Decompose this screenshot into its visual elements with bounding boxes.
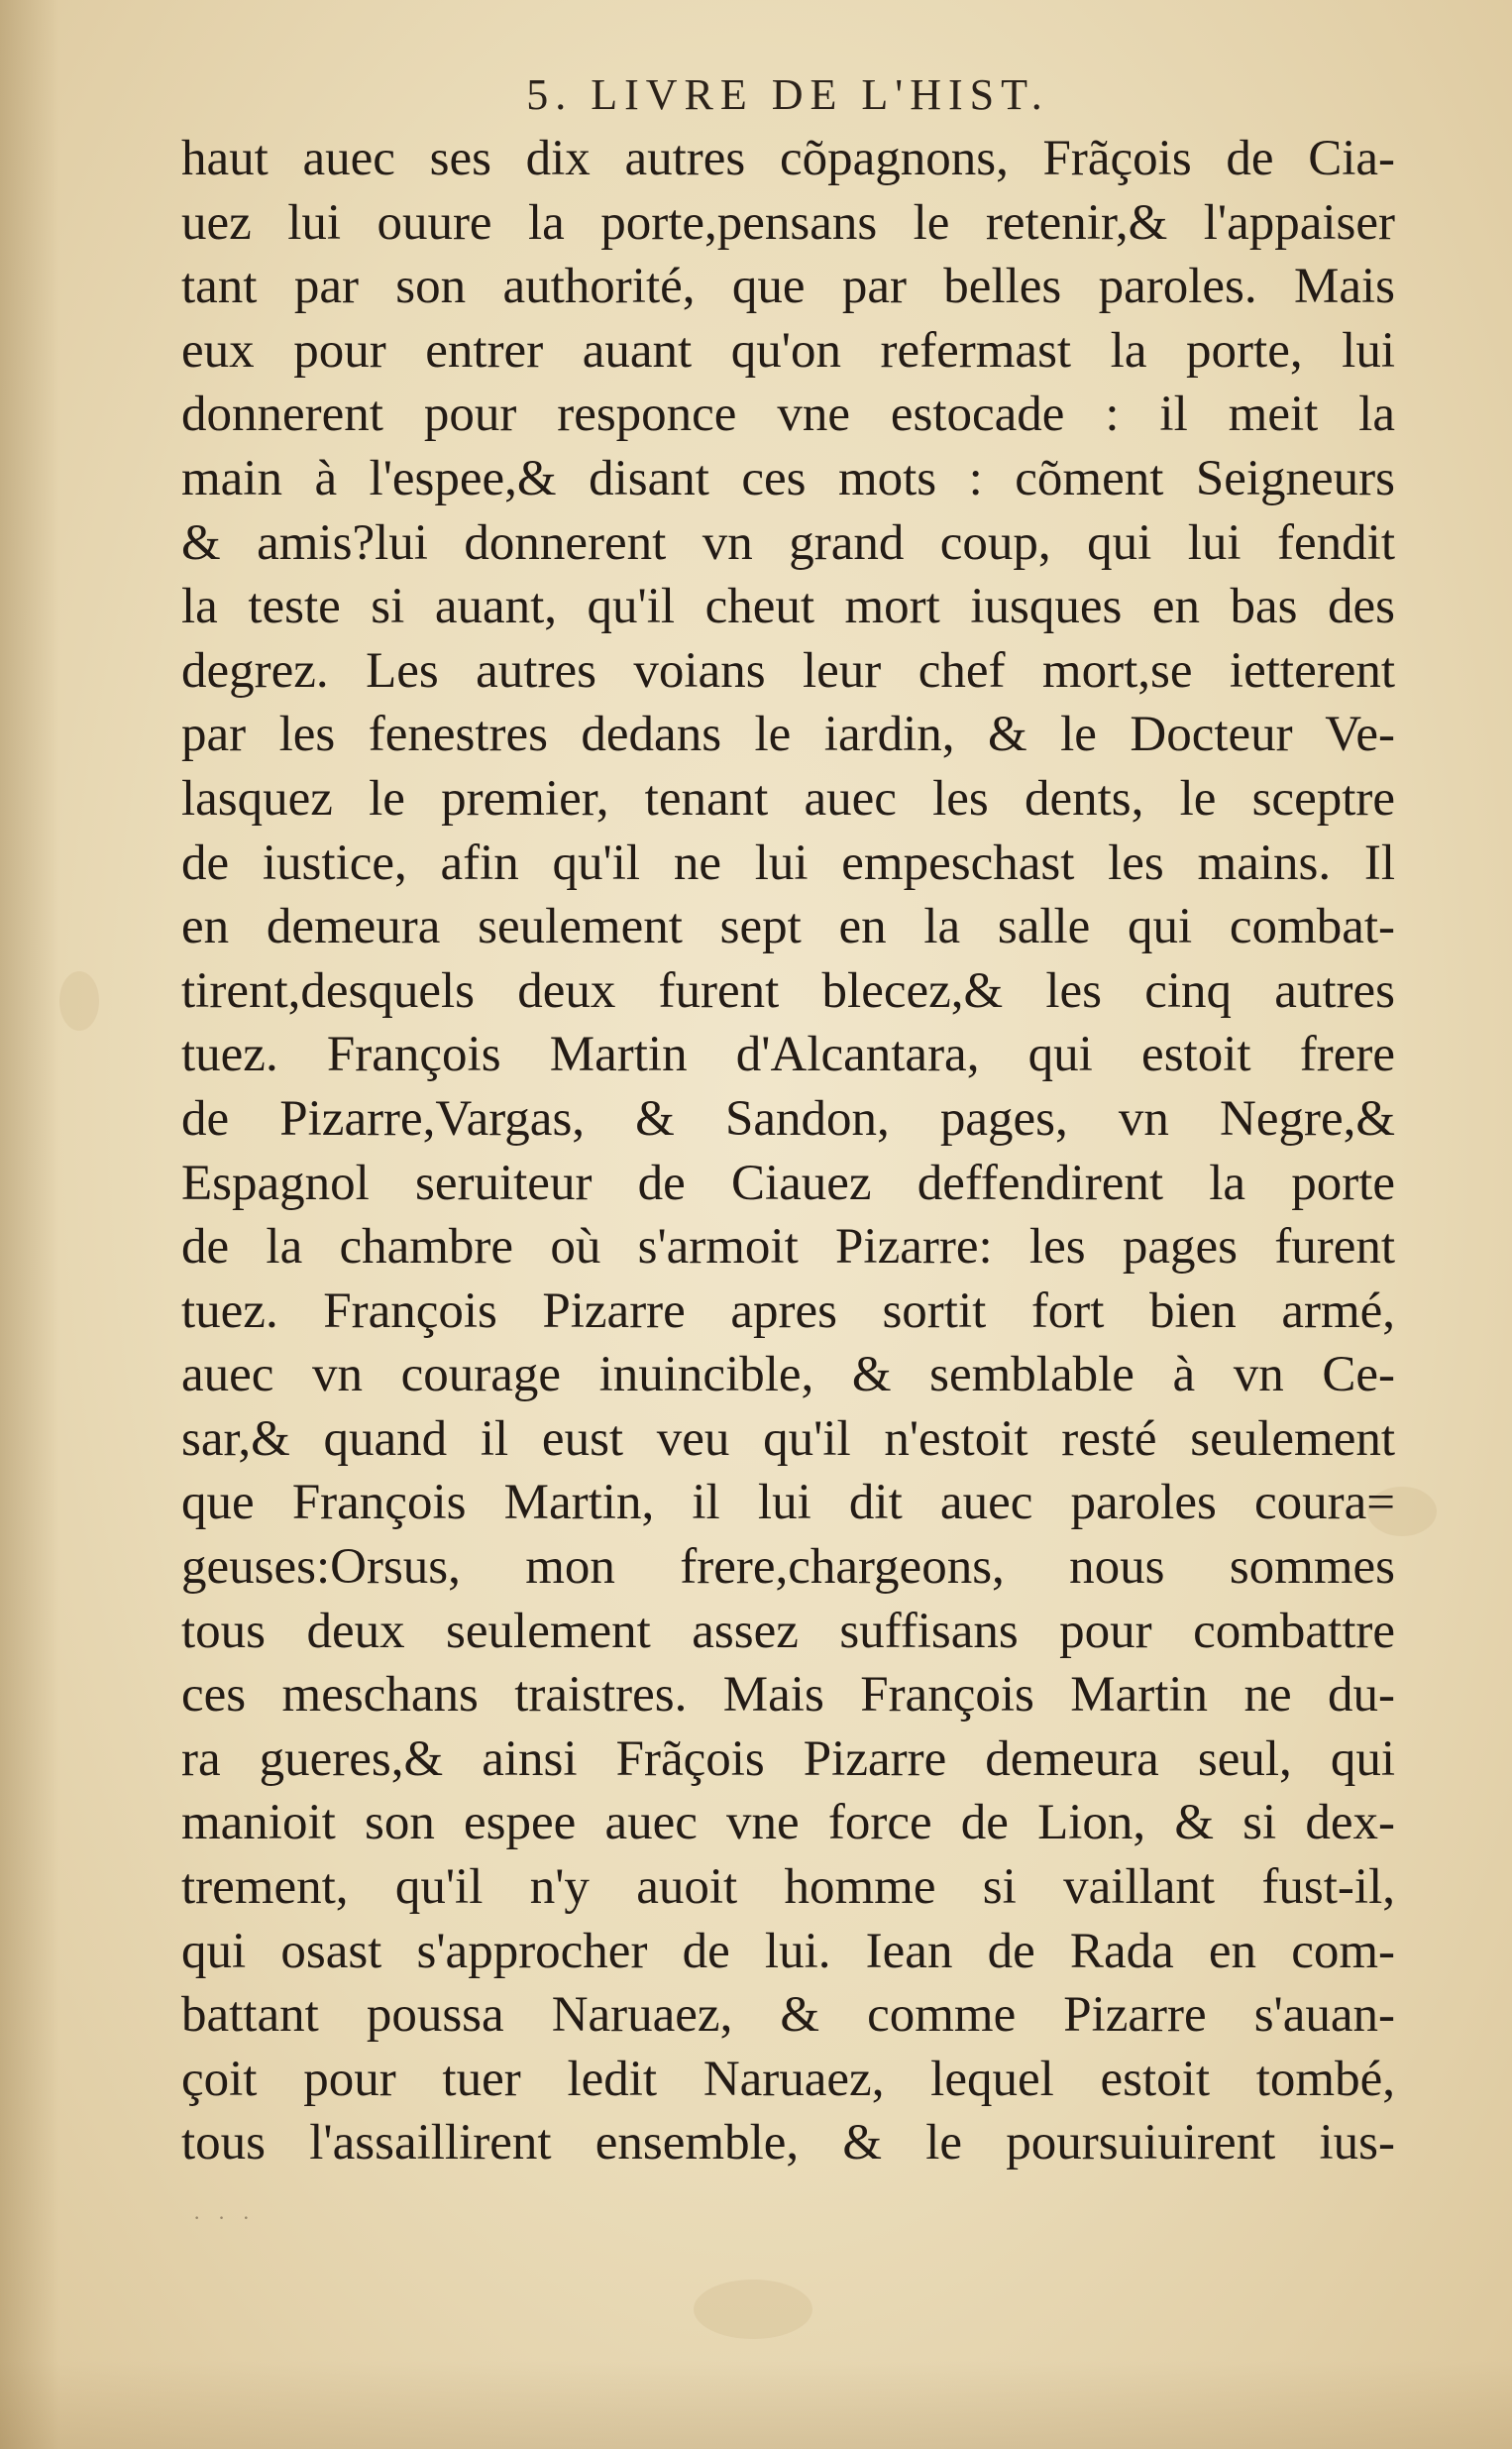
text-line: uez lui ouure la porte,pensans le retenir,& l'appaiser xyxy=(181,194,1395,251)
text-line: de Pizarre,Vargas, & Sandon, pages, vn Negre,& xyxy=(181,1090,1395,1147)
text-line: main à l'espee,& disant ces mots : cõment Seigneurs xyxy=(181,450,1395,506)
text-line: tuez. François Pizarre apres sortit fort bien armé, xyxy=(181,1282,1395,1339)
text-line: par les fenestres dedans le iardin, & le Docteur Ve- xyxy=(181,707,1395,763)
text-line: trement, qu'il n'y auoit homme si vaillant fust-il, xyxy=(181,1859,1395,1916)
text-line: Espagnol seruiteur de Ciauez deffendirent la porte xyxy=(181,1155,1395,1211)
text-line: de iustice, afin qu'il ne lui empeschast les mains. Il xyxy=(181,835,1395,891)
text-line: de la chambre où s'armoit Pizarre: les pages furent xyxy=(181,1219,1395,1276)
text-line: çoit pour tuer ledit Naruaez, lequel estoit tombé, xyxy=(181,2051,1395,2107)
text-line: & amis?lui donnerent vn grand coup, qui lui fendit xyxy=(181,514,1395,571)
text-line: sar,& quand il eust veu qu'il n'estoit resté seulement xyxy=(181,1410,1395,1467)
text-line: en demeura seulement sept en la salle qui combat- xyxy=(181,899,1395,955)
gutter-shadow xyxy=(0,0,59,2449)
body-text xyxy=(181,127,1395,2175)
text-line: tirent,desquels deux furent blecez,& les cinq autres xyxy=(181,962,1395,1019)
paper-stain xyxy=(59,971,99,1031)
text-line: auec vn courage inuincible, & semblable à vn Ce- xyxy=(181,1347,1395,1403)
text-line: la teste si auant, qu'il cheut mort iusques en bas des xyxy=(181,579,1395,635)
text-line: tous l'assaillirent ensemble, & le poursuiuirent ius- xyxy=(181,2115,1395,2171)
text-line: que François Martin, il lui dit auec paroles coura= xyxy=(181,1475,1395,1531)
text-line: battant poussa Naruaez, & comme Pizarre s'auan- xyxy=(181,1987,1395,2044)
text-line: geuses:Orsus, mon frere,chargeons, nous sommes xyxy=(181,1539,1395,1596)
text-line: tous deux seulement assez suffisans pour combattre xyxy=(181,1603,1395,1659)
text-line: lasquez le premier, tenant auec les dents, le sceptre xyxy=(181,770,1395,827)
paper-stain xyxy=(694,2280,812,2339)
text-line: manioit son espee auec vne force de Lion, & si dex- xyxy=(181,1795,1395,1851)
text-line: ra gueres,& ainsi Frãçois Pizarre demeura seul, qui xyxy=(181,1730,1395,1787)
text-line: eux pour entrer auant qu'on refermast la porte, lui xyxy=(181,322,1395,379)
text-line: ces meschans traistres. Mais François Martin ne du- xyxy=(181,1667,1395,1724)
text-line: degrez. Les autres voians leur chef mort,se ietterent xyxy=(181,642,1395,699)
page-edge-shadow xyxy=(0,2360,1512,2449)
text-line: tant par son authorité, que par belles paroles. Mais xyxy=(181,259,1395,315)
text-line: haut auec ses dix autres cõpagnons, Frãçois de Cia- xyxy=(181,131,1395,186)
text-line: donnerent pour responce vne estocade : il meit la xyxy=(181,387,1395,443)
text-line: tuez. François Martin d'Alcantara, qui estoit frere xyxy=(181,1027,1395,1083)
ink-specks: · · · xyxy=(193,2205,256,2230)
running-head: 5. LIVRE DE L'HIST. xyxy=(526,70,1049,119)
text-line: qui osast s'approcher de lui. Iean de Rada en com- xyxy=(181,1923,1395,1979)
